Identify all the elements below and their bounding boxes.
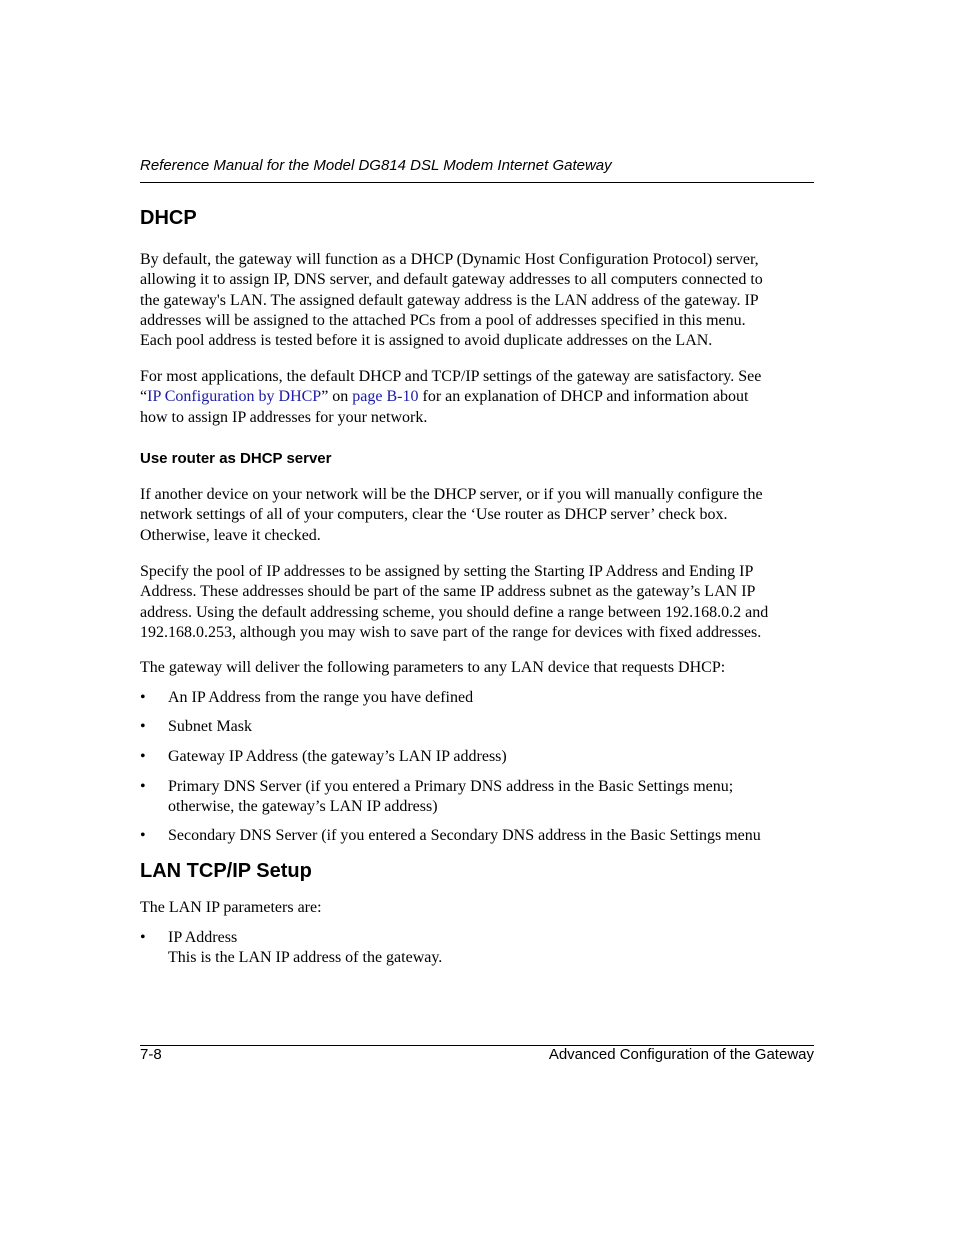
heading-lan-tcp-ip-setup: LAN TCP/IP Setup bbox=[140, 860, 312, 882]
chapter-title: Advanced Configuration of the Gateway bbox=[548, 1046, 814, 1063]
router-paragraph-2 bbox=[140, 562, 814, 643]
text-line: IP Address bbox=[168, 929, 238, 946]
running-header: Reference Manual for the Model DG814 DSL Modem Internet Gateway bbox=[140, 157, 612, 174]
text-line: This is the LAN IP address of the gateway. bbox=[168, 949, 443, 967]
bullet-icon: • bbox=[140, 689, 146, 706]
text-line: otherwise, the gateway’s LAN IP address) bbox=[168, 798, 438, 816]
text-line: the gateway's LAN. The assigned default gateway address is the LAN address of the gateway. IP bbox=[140, 291, 759, 309]
list-item-text bbox=[168, 688, 473, 708]
text-line: allowing it to assign IP, DNS server, and default gateway addresses to all computers connected to bbox=[140, 271, 763, 289]
header-rule bbox=[140, 182, 814, 183]
text-line: Gateway IP Address (the gateway’s LAN IP address) bbox=[168, 748, 507, 765]
text-line: Specify the pool of IP addresses to be assigned by setting the Starting IP Address and Ending IP bbox=[140, 563, 754, 580]
text-line: Primary DNS Server (if you entered a Primary DNS address in the Basic Settings menu; bbox=[168, 778, 734, 795]
heading-use-router-as-dhcp-server: Use router as DHCP server bbox=[140, 450, 332, 467]
text-line: network settings of all of your computers, clear the ‘Use router as DHCP server’ check box. bbox=[140, 506, 728, 524]
router-paragraph-3 bbox=[140, 658, 814, 678]
bullet-icon: • bbox=[140, 748, 146, 765]
text-line: Otherwise, leave it checked. bbox=[140, 526, 321, 544]
text-line: Secondary DNS Server (if you entered a Secondary DNS address in the Basic Settings menu bbox=[168, 827, 761, 844]
text-fragment: ” on bbox=[321, 388, 353, 406]
page-number: 7-8 bbox=[140, 1046, 162, 1063]
text-line: For most applications, the default DHCP and TCP/IP settings of the gateway are satisfactory. See bbox=[140, 368, 762, 385]
link-page-b-10[interactable]: page B-10 bbox=[352, 388, 419, 406]
text-line bbox=[140, 387, 814, 407]
text-line: address. Using the default addressing scheme, you should define a range between 192.168.0.2 and bbox=[140, 603, 769, 621]
bullet-icon: • bbox=[140, 778, 146, 795]
list-item-text bbox=[168, 928, 442, 969]
bullet-icon: • bbox=[140, 827, 146, 844]
text-line: The gateway will deliver the following parameters to any LAN device that requests DHCP: bbox=[140, 659, 726, 676]
text-line: addresses will be assigned to the attached PCs from a pool of addresses specified in this menu. bbox=[140, 311, 746, 329]
dhcp-paragraph-1 bbox=[140, 250, 814, 351]
text-line: Address. These addresses should be part of the same IP address subnet as the gateway’s LAN IP bbox=[140, 583, 756, 601]
open-quote: “ bbox=[140, 388, 148, 406]
list-item-text bbox=[168, 717, 252, 737]
text-line: The LAN IP parameters are: bbox=[140, 899, 322, 916]
router-paragraph-1 bbox=[140, 485, 814, 546]
text-line: Subnet Mask bbox=[168, 718, 252, 735]
text-line: 192.168.0.253, although you may wish to save part of the range for devices with fixed addresses. bbox=[140, 623, 762, 641]
bullet-icon: • bbox=[140, 718, 146, 735]
list-item-text bbox=[168, 747, 507, 767]
text-fragment: for an explanation of DHCP and information about bbox=[418, 388, 749, 406]
text-line: how to assign IP addresses for your network. bbox=[140, 408, 428, 426]
list-item-text bbox=[168, 826, 761, 846]
bullet-icon: • bbox=[140, 929, 146, 946]
heading-dhcp: DHCP bbox=[140, 207, 197, 229]
link-ip-configuration-by-dhcp[interactable]: IP Configuration by DHCP bbox=[147, 388, 322, 406]
text-line: If another device on your network will be the DHCP server, or if you will manually configure the bbox=[140, 486, 763, 503]
dhcp-paragraph-2 bbox=[140, 367, 814, 428]
text-line: By default, the gateway will function as a DHCP (Dynamic Host Configuration Protocol) server, bbox=[140, 251, 759, 268]
list-item-text bbox=[168, 777, 733, 818]
text-line: Each pool address is tested before it is assigned to avoid duplicate addresses on the LAN. bbox=[140, 332, 713, 350]
lan-intro bbox=[140, 898, 814, 918]
text-line: An IP Address from the range you have defined bbox=[168, 689, 474, 706]
